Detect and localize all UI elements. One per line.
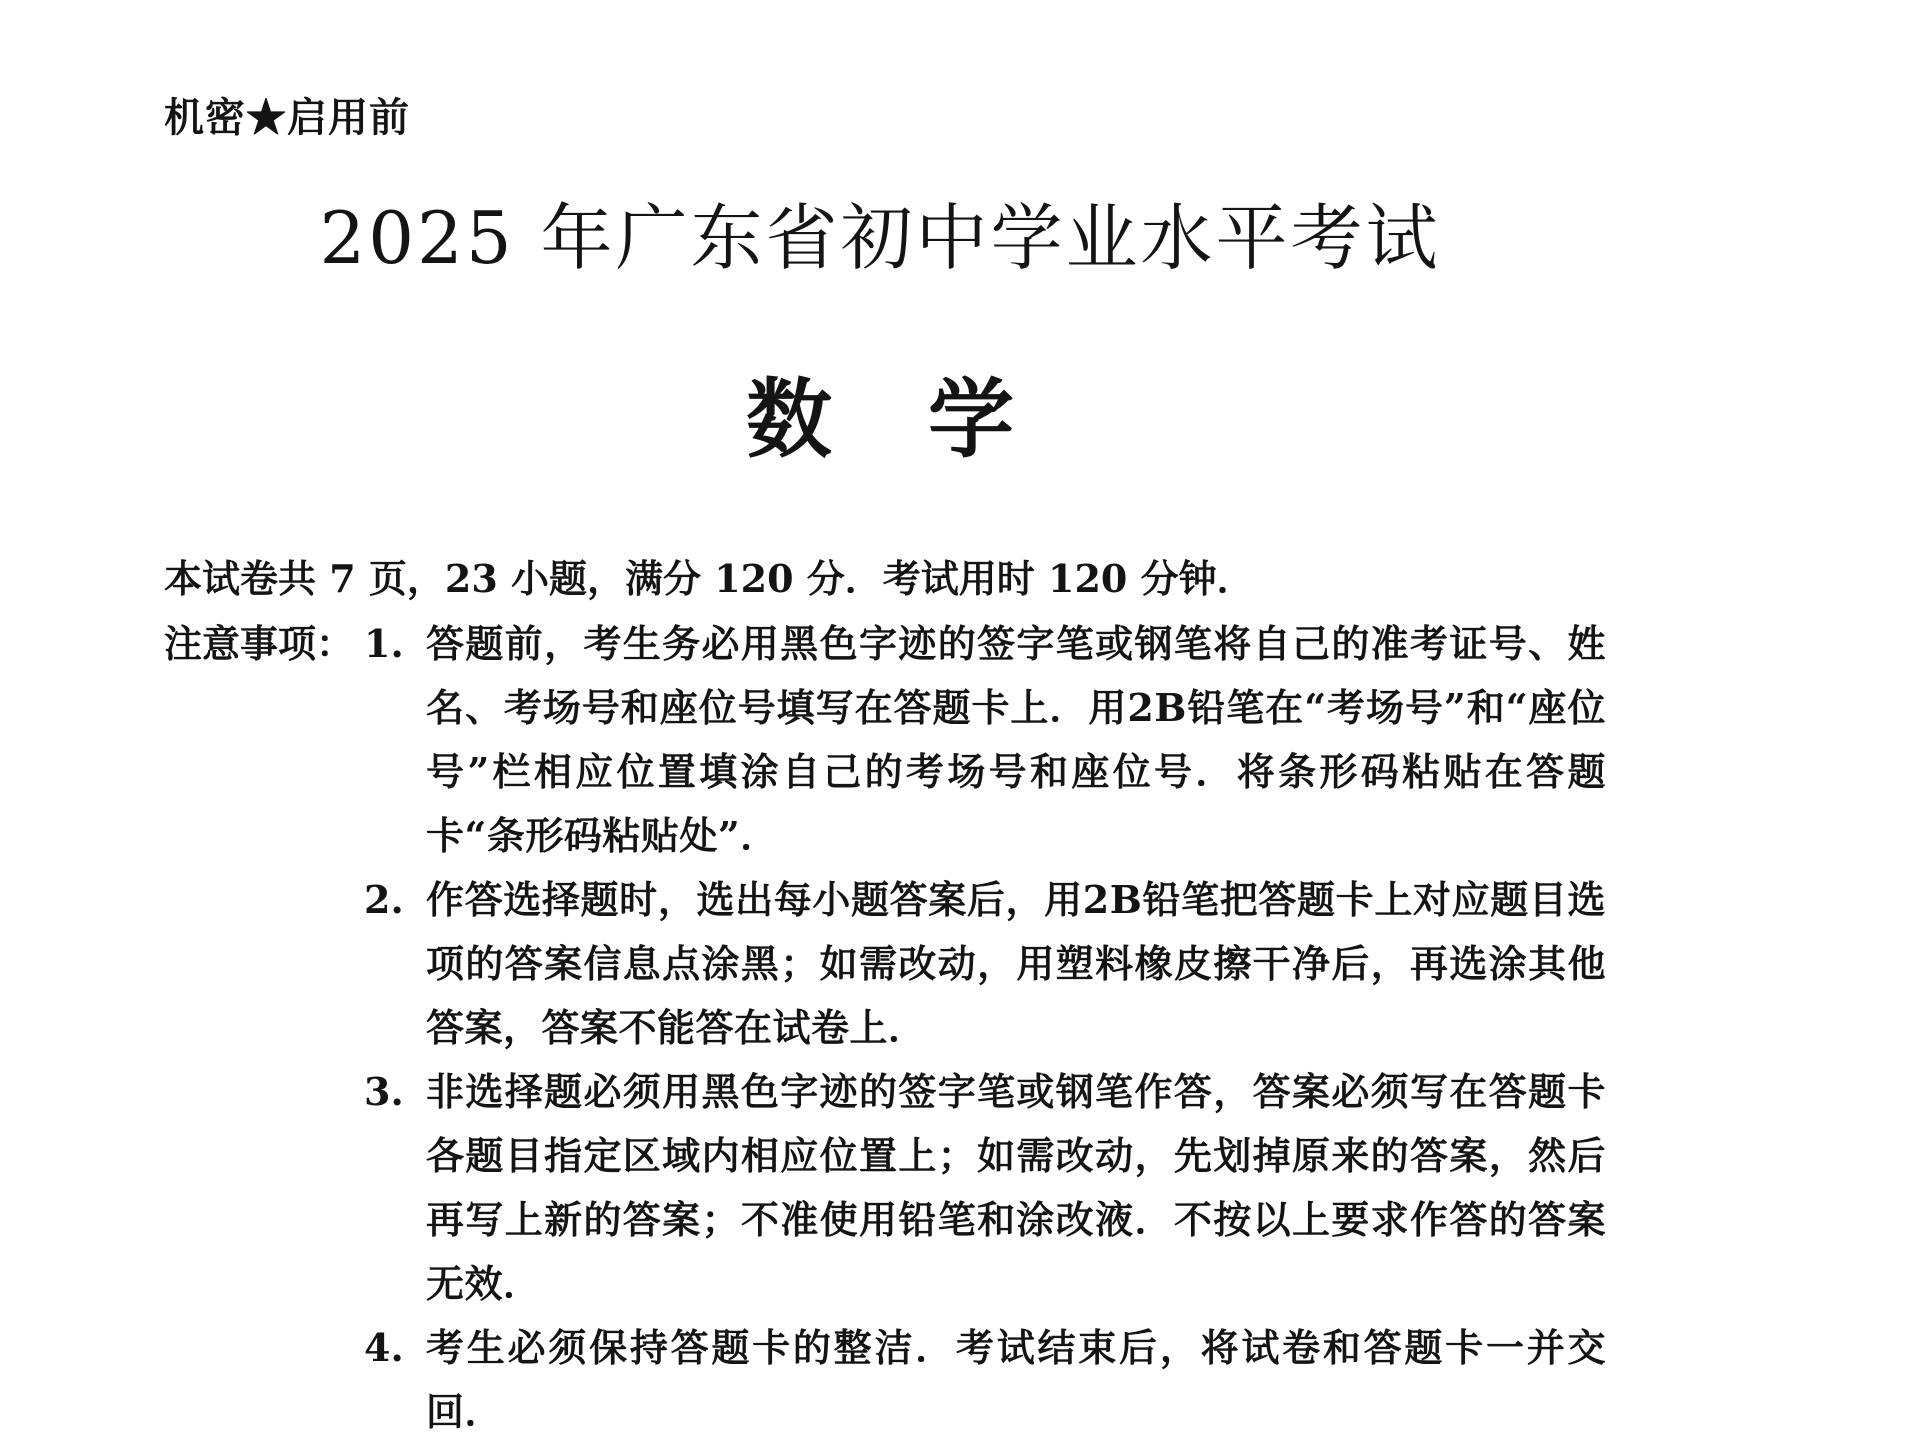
exam-title: 2025 年广东省初中学业水平考试: [319, 196, 1441, 280]
note-number: 1.: [364, 621, 404, 666]
subject-title: 数学: [746, 369, 1110, 470]
note-number: 4.: [364, 1325, 404, 1370]
note-number: 3.: [364, 1069, 404, 1114]
note-text: 考生必须保持答题卡的整洁．考试结束后，将试卷和答题卡一并交回．: [426, 1325, 1606, 1434]
exam-info: 本试卷共 7 页，23 小题，满分 120 分．考试用时 120 分钟．: [164, 556, 1255, 601]
classification-label: 机密★启用前: [164, 94, 410, 141]
note-text: 作答选择题时，选出每小题答案后，用2B铅笔把答题卡上对应题目选项的答案信息点涂黑；如需改动，用塑料橡皮擦干净后，再选涂其他答案，答案不能答在试卷上．: [426, 877, 1606, 1050]
note-text: 非选择题必须用黑色字迹的签字笔或钢笔作答，答案必须写在答题卡各题目指定区域内相应位置上；如需改动，先划掉原来的答案，然后再写上新的答案；不准使用铅笔和涂改液．不按以上要求作答的答案无效．: [426, 1069, 1606, 1306]
note-text: 答题前，考生务必用黑色字迹的签字笔或钢笔将自己的准考证号、姓名、考场号和座位号填写在答题卡上．用2B铅笔在“考场号”和“座位号”栏相应位置填涂自己的考场号和座位号．将条形码粘贴在答题卡“条形码粘贴处”．: [426, 621, 1606, 858]
note-number: 2.: [364, 877, 404, 922]
notes-label: 注意事项：: [164, 621, 355, 666]
